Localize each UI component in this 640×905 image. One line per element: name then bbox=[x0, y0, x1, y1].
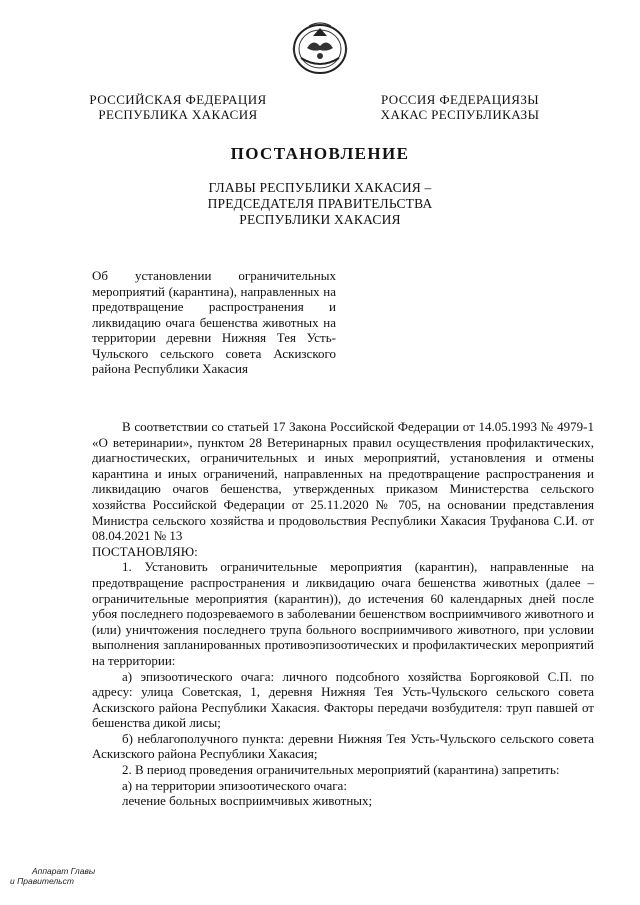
header-left-block bbox=[88, 92, 268, 122]
decree-word: ПОСТАНОВЛЯЮ: bbox=[92, 543, 198, 559]
footer-line-1: Аппарат Главы bbox=[32, 866, 96, 876]
header-right-line-2: ХАКАС РЕСПУБЛИКАЗЫ bbox=[380, 107, 540, 122]
header-right-block bbox=[374, 92, 546, 122]
subtitle-line-3: РЕСПУБЛИКИ ХАКАСИЯ bbox=[239, 212, 401, 227]
document-title: ПОСТАНОВЛЕНИЕ bbox=[230, 144, 410, 163]
footer-stamp bbox=[10, 866, 95, 886]
subtitle-line-1: ГЛАВЫ РЕСПУБЛИКИ ХАКАСИЯ – bbox=[208, 180, 432, 195]
subtitle-line-2: ПРЕДСЕДАТЕЛЯ ПРАВИТЕЛЬСТВА bbox=[207, 196, 433, 211]
document-subject: Об установлении ограничительных мероприятий (карантина), направленных на предотвращение распространения и ликвидацию очага бешенства животных на территории деревни Нижняя Тея Усть-Чульского сельского совета Аскизского района Республики Хакасия bbox=[92, 268, 336, 376]
clause-2a: а) на территории эпизоотического очага: bbox=[122, 777, 347, 793]
clause-2a-item-1: лечение больных восприимчивых животных; bbox=[122, 793, 373, 809]
clause-2: 2. В период проведения ограничительных мероприятий (карантина) запретить: bbox=[122, 762, 560, 778]
preamble-paragraph: В соответствии со статьей 17 Закона Российской Федерации от 14.05.1993 № 4979-1 «О ветеринарии», пунктом 28 Ветеринарных правил осуществления профилактических, диагностических, ограничительных и иных мероприятий, установления и отмены карантина и иных ограничений, направленных на предотвращение распространения и ликвидацию очагов бешенства, утвержденных приказом Министерства сельского хозяйства Российской Федерации от 25.11.2020 № 705, на основании представления Министра сельского хозяйства и продовольствия Республики Хакасия Труфанова С.И. от 08.04.2021 № 13 bbox=[92, 419, 594, 544]
clause-1b: б) неблагополучного пункта: деревни Нижняя Тея Усть-Чульского сельского совета Аскизского района Республики Хакасия; bbox=[92, 730, 594, 762]
document-subtitle bbox=[160, 180, 480, 228]
header-right-line-1: РОССИЯ ФЕДЕРАЦИЯЗЫ bbox=[380, 92, 540, 107]
document-body bbox=[92, 419, 594, 809]
header-left-line-2: РЕСПУБЛИКА ХАКАСИЯ bbox=[98, 107, 258, 122]
header-left-line-1: РОССИЙСКАЯ ФЕДЕРАЦИЯ bbox=[89, 92, 267, 107]
footer-line-2: и Правительст bbox=[10, 876, 74, 886]
coat-of-arms-emblem bbox=[289, 18, 351, 76]
clause-1a: а) эпизоотического очага: личного подсобного хозяйства Боргояковой С.П. по адресу: улица Советская, 1, деревня Нижняя Тея Усть-Чульского сельского совета Аскизского района Республики Хакасия. Факторы передачи возбудителя: труп павшей от бешенства дикой лисы; bbox=[92, 668, 594, 731]
clause-1: 1. Установить ограничительные мероприятия (карантин), направленные на предотвращение распространения и ликвидацию очага бешенства животных (далее – ограничительные мероприятия (карантин)), до истечения 60 календарных дней после убоя последнего подозреваемого в заболевании бешенством восприимчивого животного и (или) уничтожения последнего трупа больного восприимчивого животного, при условии выполнения запланированных противоэпизоотических и профилактических мероприятий на территории: bbox=[92, 559, 594, 668]
